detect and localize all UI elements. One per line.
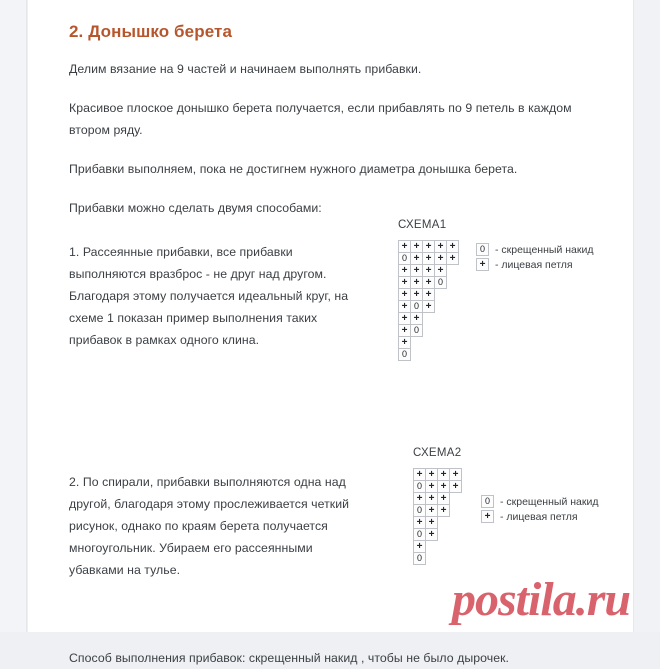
legend-label: - скрещенный накид <box>500 495 599 508</box>
cell-knit-stitch: + <box>425 480 438 493</box>
cell-knit-stitch: + <box>398 240 411 253</box>
chart-row <box>413 552 461 564</box>
chart-row <box>413 528 461 540</box>
intro-paragraph-1: Делим вязание на 9 частей и начинаем выполнять прибавки. <box>69 62 422 76</box>
section-method-1 <box>69 219 599 419</box>
cell-knit-stitch: + <box>398 336 411 349</box>
chart-row <box>398 312 458 324</box>
cell-yarn-over: 0 <box>398 252 411 265</box>
document-sheet <box>28 0 633 665</box>
cell-knit-stitch: + <box>410 240 423 253</box>
cell-knit-stitch: + <box>425 528 438 541</box>
chart-row <box>413 540 461 552</box>
cell-knit-stitch: + <box>398 300 411 313</box>
schema-1-legend <box>476 240 593 272</box>
cell-knit-stitch: + <box>398 288 411 301</box>
cell-knit-stitch: + <box>425 516 438 529</box>
chart-row <box>413 504 461 516</box>
chart-row <box>398 324 458 336</box>
postila-watermark: postila.ru <box>452 573 631 626</box>
cell-knit-stitch: + <box>425 468 438 481</box>
cell-knit-stitch: + <box>413 516 426 529</box>
intro-paragraph-2: Красивое плоское донышко берета получается, если прибавлять по 9 петель в каждом втором ряду. <box>69 101 572 137</box>
legend-label: - лицевая петля <box>495 258 573 271</box>
legend-label: - лицевая петля <box>500 510 578 523</box>
schema-1-block <box>398 219 593 360</box>
method-2-paragraph: 2. По спирали, прибавки выполняются одна над другой, благодаря этому прослеживается четкий рисунок, однако по краям берета получается многоугольник. Убираем его рассеянными убавками на тулье. <box>69 475 350 577</box>
schema-2-grid <box>413 468 461 564</box>
chart-row <box>398 240 458 252</box>
schema-2-title: СХЕМА2 <box>413 447 462 459</box>
legend-row <box>481 494 598 509</box>
chart-row <box>413 516 461 528</box>
chart-row <box>413 480 461 492</box>
legend-row <box>476 242 593 257</box>
intro-paragraph-4: Прибавки можно сделать двумя способами: <box>69 201 322 215</box>
cell-yarn-over: 0 <box>413 504 426 517</box>
cell-knit-stitch: + <box>425 492 438 505</box>
chart-row <box>398 252 458 264</box>
intro-paragraph-3: Прибавки выполняем, пока не достигнем нужного диаметра донышка берета. <box>69 162 518 176</box>
cell-knit-stitch: + <box>398 276 411 289</box>
cell-knit-stitch: + <box>434 252 447 265</box>
cell-knit-stitch: + <box>434 240 447 253</box>
cell-knit-stitch: + <box>413 468 426 481</box>
legend-key-knit-stitch: + <box>481 510 494 523</box>
cell-yarn-over: 0 <box>413 480 426 493</box>
cell-yarn-over: 0 <box>410 324 423 337</box>
cell-knit-stitch: + <box>422 240 435 253</box>
cell-knit-stitch: + <box>425 504 438 517</box>
cell-knit-stitch: + <box>410 276 423 289</box>
cell-knit-stitch: + <box>422 264 435 277</box>
cell-yarn-over: 0 <box>434 276 447 289</box>
chart-row <box>413 492 461 504</box>
cell-knit-stitch: + <box>398 264 411 277</box>
cell-knit-stitch: + <box>398 312 411 325</box>
cell-knit-stitch: + <box>437 504 450 517</box>
page-right-gutter <box>633 0 660 632</box>
cell-knit-stitch: + <box>413 492 426 505</box>
cell-knit-stitch: + <box>422 252 435 265</box>
method-1-paragraph: 1. Рассеянные прибавки, все прибавки выполняются вразброс - не друг над другом. Благодаря этому получается идеальный круг, на схеме 1 показан пример выполнения таких прибавок в рамках одного клина. <box>69 245 349 347</box>
cell-knit-stitch: + <box>422 276 435 289</box>
cell-yarn-over: 0 <box>410 300 423 313</box>
cell-knit-stitch: + <box>437 492 450 505</box>
cell-knit-stitch: + <box>410 288 423 301</box>
document-content <box>69 0 599 669</box>
cell-knit-stitch: + <box>422 300 435 313</box>
footer-note: Способ выполнения прибавок: скрещенный накид , чтобы не было дырочек. <box>69 651 509 665</box>
legend-row <box>481 509 598 524</box>
cell-knit-stitch: + <box>449 468 462 481</box>
cell-yarn-over: 0 <box>413 528 426 541</box>
chart-row <box>398 264 458 276</box>
cell-knit-stitch: + <box>449 480 462 493</box>
schema-2-block <box>413 447 598 564</box>
cell-knit-stitch: + <box>446 240 459 253</box>
chart-row <box>398 288 458 300</box>
cell-yarn-over: 0 <box>398 348 411 361</box>
cell-knit-stitch: + <box>410 252 423 265</box>
legend-key-knit-stitch: + <box>476 258 489 271</box>
cell-knit-stitch: + <box>437 468 450 481</box>
schema-2-legend <box>481 468 598 524</box>
cell-yarn-over: 0 <box>413 552 426 565</box>
schema-1-title: СХЕМА1 <box>398 219 447 231</box>
cell-knit-stitch: + <box>398 324 411 337</box>
chart-row <box>398 348 458 360</box>
cell-knit-stitch: + <box>434 264 447 277</box>
chart-row <box>398 336 458 348</box>
cell-knit-stitch: + <box>446 252 459 265</box>
section-method-2 <box>69 447 599 611</box>
cell-knit-stitch: + <box>413 540 426 553</box>
chart-row <box>413 468 461 480</box>
legend-key-yarn-over: 0 <box>481 495 494 508</box>
schema-1-grid <box>398 240 458 360</box>
page-left-gutter <box>0 0 27 632</box>
legend-label: - скрещенный накид <box>495 243 594 256</box>
cell-knit-stitch: + <box>422 288 435 301</box>
chart-row <box>398 300 458 312</box>
cell-knit-stitch: + <box>410 264 423 277</box>
chart-row <box>398 276 458 288</box>
page-title: 2. Донышко берета <box>69 22 233 41</box>
cell-knit-stitch: + <box>437 480 450 493</box>
legend-row <box>476 257 593 272</box>
cell-knit-stitch: + <box>410 312 423 325</box>
legend-key-yarn-over: 0 <box>476 243 489 256</box>
